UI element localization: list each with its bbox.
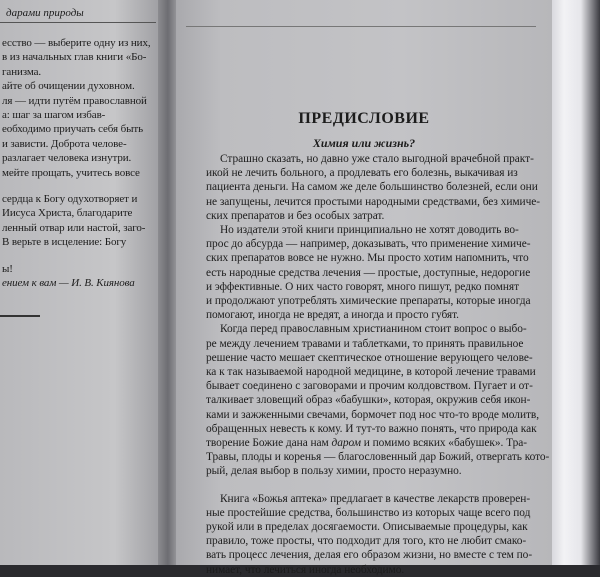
text-segment: творение Божие дана нам — [206, 437, 329, 450]
text-line: есство — выберите одну из них, — [2, 37, 151, 49]
text-line: правило, тоже просты, что подходит для того, кто не любит смако- — [206, 535, 527, 548]
text-line: ка к так называемой народной медицине, в которой лечение травами — [206, 366, 536, 379]
left-page-text — [0, 36, 164, 291]
text-line: В верьте в исцеление: Богу — [2, 236, 127, 249]
text-line: ля — идти путём православной — [2, 94, 147, 107]
text-line: икой не лечить больного, а продлевать его болезнь, выкачивая из — [206, 167, 518, 180]
header-rule — [186, 26, 536, 27]
text-line: ные простейшие средства, большинство из которых чаще всего под — [206, 506, 531, 519]
text-line: пациента деньги. На самом же деле большинство болезней, если они — [206, 181, 538, 194]
text-line: разлагает человека изнутри. — [2, 152, 132, 165]
text-line: нимает, что лечиться иногда необходимо. — [206, 563, 405, 576]
text-line: талкивает зловещий образ «бабушки», которая, окружив себя икон- — [206, 394, 531, 407]
text-line: прос до абсурда — например, доказывать, что применение химиче- — [206, 238, 531, 251]
signature-prefix: ением к вам — — [2, 277, 72, 290]
text-line: Книга «Божья аптека» предлагает в качестве лекарств проверен- — [220, 492, 531, 505]
text-line-with-emphasis — [206, 436, 536, 450]
text-line: в из начальных глав книги «Бо- — [2, 51, 147, 64]
right-page-text — [206, 152, 550, 577]
footnote-rule — [0, 315, 40, 317]
section-subheading: Химия или жизнь? — [312, 136, 416, 150]
text-line: решение часто мешает скептическое отношение верующего челове- — [206, 351, 533, 364]
text-line: Иисуса Христа, благодарите — [2, 207, 133, 220]
emphasis-word: даром — [331, 437, 361, 450]
signature-name: И. В. Киянова — [71, 277, 135, 290]
text-line: Но издатели этой книги принципиально не хотят доводить во- — [220, 224, 519, 237]
text-line: ганизма. — [2, 65, 42, 78]
text-line: сердца к Богу одухотворяет и — [2, 193, 138, 206]
text-line: ками и зажженными свечами, бормочет под нос что-то вроде молитв, — [206, 408, 540, 421]
left-page — [0, 0, 164, 565]
book-page-edge — [552, 0, 600, 565]
left-running-header: дарами природы — [0, 2, 156, 23]
chapter-heading: ПРЕДИСЛОВИЕ — [298, 110, 430, 127]
text-line: Когда перед православным христианином стоит вопрос о выбо- — [220, 323, 527, 336]
text-line: не запущены, лечится простыми народными средствами, без химиче- — [206, 195, 541, 208]
text-line: и эффективные. О них часто говорят, много пишут, редко помнят — [206, 280, 520, 293]
text-line: мейте прощать, учитесь вовсе — [2, 166, 140, 179]
text-line: рукой или в пределах досягаемости. Описываемые процедуры, как — [206, 521, 528, 534]
text-line: и зависти. Доброта челове- — [2, 137, 127, 150]
text-line: бывает соединено с заговорами и прочим колдовством. Пугает и от- — [206, 380, 533, 393]
text-line: обращенных невесть к кому. И тут-то важно понять, что природа как — [206, 422, 537, 435]
text-line: Страшно сказать, но давно уже стало выгодной врачебной практ- — [220, 153, 534, 165]
text-line: помогают, иногда не вредят, а иногда и просто губят. — [206, 309, 459, 322]
text-line: ре между лечением травами и таблетками, то принять правильное — [206, 337, 524, 350]
text-line: айте об очищении духовном. — [2, 80, 135, 93]
text-line: ленный отвар или настой, заго- — [2, 221, 146, 234]
text-line: рый, делая выбор в пользу химии, просто неразумно. — [206, 465, 462, 478]
text-line: ских препаратов вовсе не нужно. Мы просто хотим напомнить, что — [206, 252, 529, 265]
text-line: есть народные средства лечения — простые, доступные, недорогие — [206, 266, 531, 279]
text-line: ских препаратов и без особых затрат. — [206, 209, 385, 222]
text-line: и продолжают употреблять химические препараты, которые иногда — [206, 295, 531, 308]
text-line: ы! — [2, 262, 13, 275]
text-line: Травы, плоды и коренья — благословенный дар Божий, отвергать кото- — [206, 451, 550, 464]
signature-line — [0, 276, 164, 290]
text-line: а: шаг за шагом избав- — [2, 109, 106, 122]
text-segment: и помимо всяких «бабушек». Тра- — [360, 437, 527, 450]
text-line: вать процесс лечения, делая его образом жизни, но вместе с тем по- — [206, 549, 533, 562]
text-line: еобходимо приучать себя быть — [2, 123, 144, 136]
right-page — [176, 0, 552, 576]
